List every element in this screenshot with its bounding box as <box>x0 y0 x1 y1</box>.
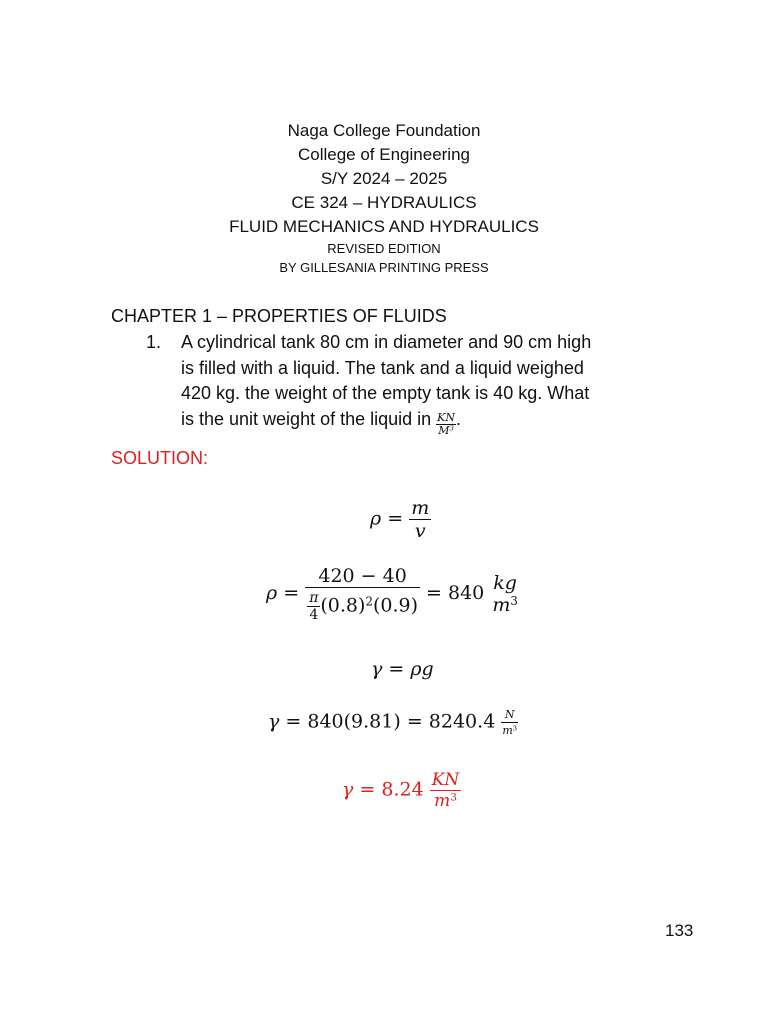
mass-over-volume-fraction <box>409 497 431 542</box>
fraction-numerator: 420 − 40 <box>305 565 420 588</box>
edition-label: REVISED EDITION <box>327 241 441 256</box>
equals-sign: = <box>426 582 442 604</box>
college-name: College of Engineering <box>297 145 470 164</box>
fraction-denominator: v <box>414 520 426 542</box>
rho-g-term: ρg <box>410 658 434 680</box>
fraction-denominator <box>305 588 420 623</box>
unit-numerator: KN <box>437 410 455 424</box>
unit-weight-result: 8240.4 <box>428 710 496 733</box>
rho-symbol: ρ <box>266 582 278 604</box>
unit-numerator: kg <box>493 572 517 594</box>
chapter-title: CHAPTER 1 – PROPERTIES OF FLUIDS <box>111 306 447 326</box>
equation-unit-weight-calculation <box>268 708 518 737</box>
unit-weight-unit <box>501 708 518 737</box>
page-number: 133 <box>665 921 694 940</box>
gamma-symbol: γ <box>371 658 383 680</box>
equation-unit-weight-definition <box>371 658 434 680</box>
density-result: 840 <box>448 582 485 604</box>
gamma-symbol: γ <box>268 710 280 733</box>
equals-sign: = <box>285 710 302 733</box>
unit-den-exponent: 3 <box>450 791 457 804</box>
equals-sign: = <box>387 507 404 530</box>
unit-den-exponent: 3 <box>512 724 518 733</box>
equation-density-definition <box>370 497 431 542</box>
equals-sign: = <box>406 710 423 733</box>
height-term: (0.9) <box>372 594 418 617</box>
problem-line: 420 kg. the weight of the empty tank is 40 kg. What <box>181 383 590 403</box>
fraction-numerator: m <box>411 497 430 519</box>
problem-last-line <box>181 407 706 437</box>
pi-over-four <box>307 590 320 623</box>
problem-line-prefix: is the unit weight of the liquid in <box>181 408 437 429</box>
publisher-label: BY GILLESANIA PRINTING PRESS <box>279 260 489 275</box>
equals-sign: = <box>359 778 376 801</box>
unit-denominator <box>490 594 520 616</box>
diameter-term: (0.8) <box>320 594 366 617</box>
document-header <box>0 119 768 277</box>
pi-symbol: π <box>309 590 319 606</box>
equals-sign: = <box>388 658 405 680</box>
unit-den-base: m <box>492 594 511 616</box>
problem-number: 1. <box>146 332 162 352</box>
unit-denominator <box>430 791 462 811</box>
gamma-symbol: γ <box>342 778 354 801</box>
final-unit <box>430 770 462 811</box>
rho-symbol: ρ <box>370 507 382 530</box>
unit-denominator <box>501 723 518 737</box>
subject-title: FLUID MECHANICS AND HYDRAULICS <box>229 217 539 236</box>
density-unit <box>490 572 520 616</box>
unit-den-exponent: 3 <box>510 594 518 609</box>
unit-den-base: m <box>434 791 451 811</box>
final-result: 8.24 <box>381 778 424 801</box>
unit-numerator: KN <box>431 770 460 790</box>
equals-sign: = <box>283 582 300 604</box>
unit-numerator: N <box>501 708 518 723</box>
square-exponent: 2 <box>365 594 373 609</box>
problem-line: A cylindrical tank 80 cm in diameter and 90 cm high <box>181 332 592 352</box>
four: 4 <box>309 607 319 623</box>
equation-final-answer <box>342 770 461 811</box>
problem-line: is filled with a liquid. The tank and a liquid weighed <box>181 357 584 378</box>
problem-line-suffix: . <box>456 408 462 429</box>
unit-fraction <box>436 412 456 437</box>
course-code: CE 324 – HYDRAULICS <box>291 193 477 212</box>
solution-label: SOLUTION: <box>111 448 209 468</box>
unit-den-base: M <box>438 423 450 437</box>
institution-name: Naga College Foundation <box>287 121 481 140</box>
school-year: S/Y 2024 – 2025 <box>320 169 448 188</box>
unit-den-base: m <box>502 724 513 737</box>
unit-den-exponent: 3 <box>449 424 454 433</box>
multiplication-expression: 840(9.81) <box>307 710 401 733</box>
equation-density-calculation <box>266 565 520 623</box>
problem-text <box>181 330 706 437</box>
density-fraction <box>305 565 420 623</box>
unit-denominator <box>436 425 456 437</box>
